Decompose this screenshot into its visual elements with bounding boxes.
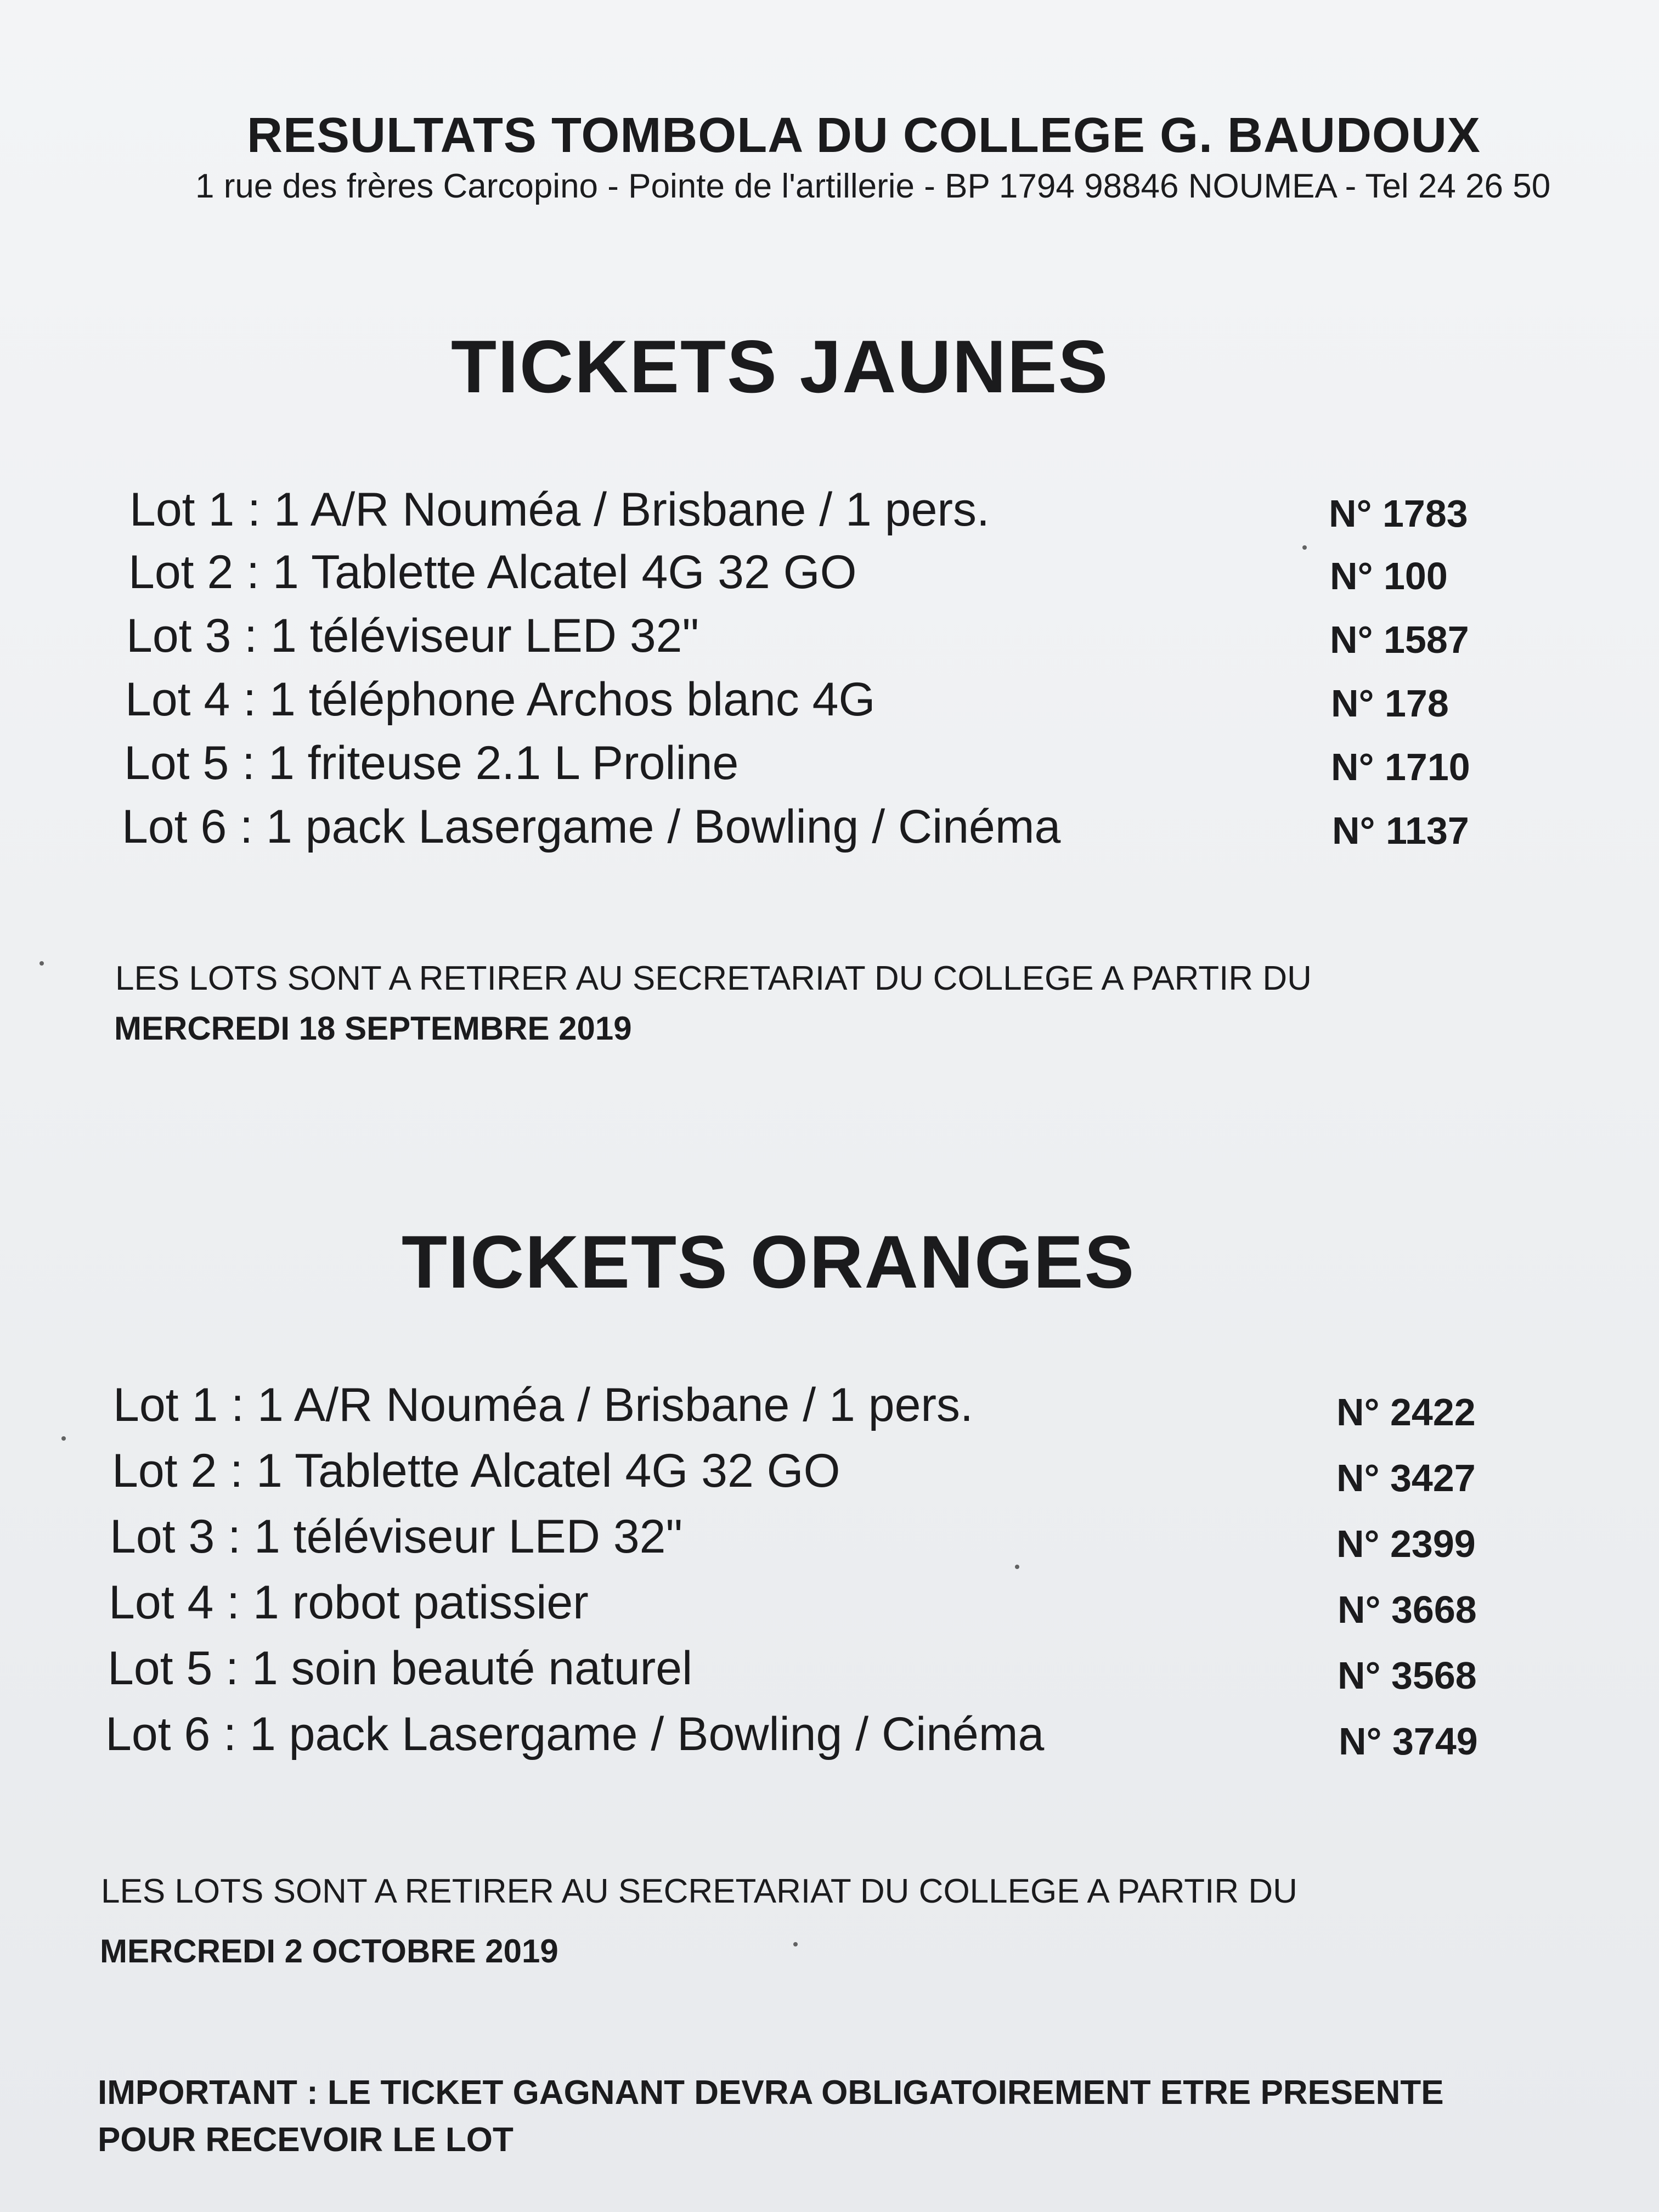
- lot-row: [0, 673, 1659, 736]
- lot-description: Lot 1 : 1 A/R Nouméa / Brisbane / 1 pers.: [113, 1379, 973, 1431]
- lot-row: [0, 800, 1659, 864]
- pickup-date-jaunes: MERCREDI 18 SEPTEMBRE 2019: [114, 1010, 632, 1047]
- winning-number: N° 1587: [1330, 618, 1469, 661]
- lot-description: Lot 3 : 1 téléviseur LED 32": [110, 1510, 683, 1563]
- pickup-date-oranges: MERCREDI 2 OCTOBRE 2019: [100, 1933, 558, 1970]
- section-title-jaunes: TICKETS JAUNES: [451, 325, 1109, 408]
- winning-number: N° 1783: [1329, 492, 1468, 535]
- lot-description: Lot 2 : 1 Tablette Alcatel 4G 32 GO: [128, 546, 857, 599]
- lot-row: [0, 1378, 1659, 1442]
- lot-description: Lot 5 : 1 soin beauté naturel: [108, 1642, 693, 1695]
- winning-number: N° 178: [1331, 682, 1449, 725]
- lot-row: [0, 736, 1659, 800]
- important-line: IMPORTANT : LE TICKET GAGNANT DEVRA OBLIGATOIREMENT ETRE PRESENTE: [98, 2074, 1444, 2112]
- page-title: RESULTATS TOMBOLA DU COLLEGE G. BAUDOUX: [247, 108, 1481, 163]
- section-title-oranges: TICKETS ORANGES: [402, 1220, 1136, 1304]
- lot-description: Lot 6 : 1 pack Lasergame / Bowling / Cinéma: [105, 1708, 1045, 1760]
- lot-row: [0, 1510, 1659, 1573]
- lot-description: Lot 4 : 1 robot patissier: [109, 1576, 589, 1629]
- lot-row: [0, 483, 1659, 546]
- lot-description: Lot 3 : 1 téléviseur LED 32": [126, 610, 699, 662]
- lot-row: [0, 1576, 1659, 1639]
- paper-speck: [793, 1942, 798, 1946]
- lot-description: Lot 1 : 1 A/R Nouméa / Brisbane / 1 pers.: [129, 483, 990, 536]
- lot-description: Lot 4 : 1 téléphone Archos blanc 4G: [125, 673, 876, 726]
- lot-row: [0, 1641, 1659, 1705]
- pickup-notice-jaunes: LES LOTS SONT A RETIRER AU SECRETARIAT DU COLLEGE A PARTIR DU: [115, 960, 1312, 997]
- winning-number: N° 2422: [1336, 1391, 1476, 1434]
- lot-description: Lot 5 : 1 friteuse 2.1 L Proline: [124, 737, 739, 789]
- winning-number: N° 1710: [1331, 746, 1470, 788]
- winning-number: N° 100: [1330, 555, 1448, 597]
- lot-description: Lot 2 : 1 Tablette Alcatel 4G 32 GO: [112, 1444, 840, 1497]
- lot-row: [0, 1707, 1659, 1771]
- lot-row: [0, 545, 1659, 609]
- winning-number: N° 3749: [1339, 1720, 1478, 1763]
- winning-number: N° 3568: [1338, 1654, 1477, 1697]
- lot-row: [0, 609, 1659, 673]
- school-address: 1 rue des frères Carcopino - Pointe de l'artillerie - BP 1794 98846 NOUMEA - Tel 24 26 50: [195, 167, 1551, 205]
- winning-number: N° 1137: [1332, 809, 1469, 852]
- important-line: POUR RECEVOIR LE LOT: [98, 2121, 514, 2159]
- paper-speck: [1015, 1565, 1019, 1569]
- winning-number: N° 2399: [1336, 1522, 1476, 1565]
- pickup-notice-oranges: LES LOTS SONT A RETIRER AU SECRETARIAT DU COLLEGE A PARTIR DU: [101, 1872, 1297, 1910]
- important-notice: [98, 2069, 1444, 2164]
- winning-number: N° 3668: [1338, 1588, 1477, 1631]
- paper-speck: [1302, 545, 1307, 550]
- lot-description: Lot 6 : 1 pack Lasergame / Bowling / Cinéma: [122, 800, 1061, 853]
- paper-speck: [40, 961, 44, 966]
- winning-number: N° 3427: [1336, 1457, 1476, 1499]
- lot-row: [0, 1444, 1659, 1508]
- paper-speck: [61, 1436, 66, 1441]
